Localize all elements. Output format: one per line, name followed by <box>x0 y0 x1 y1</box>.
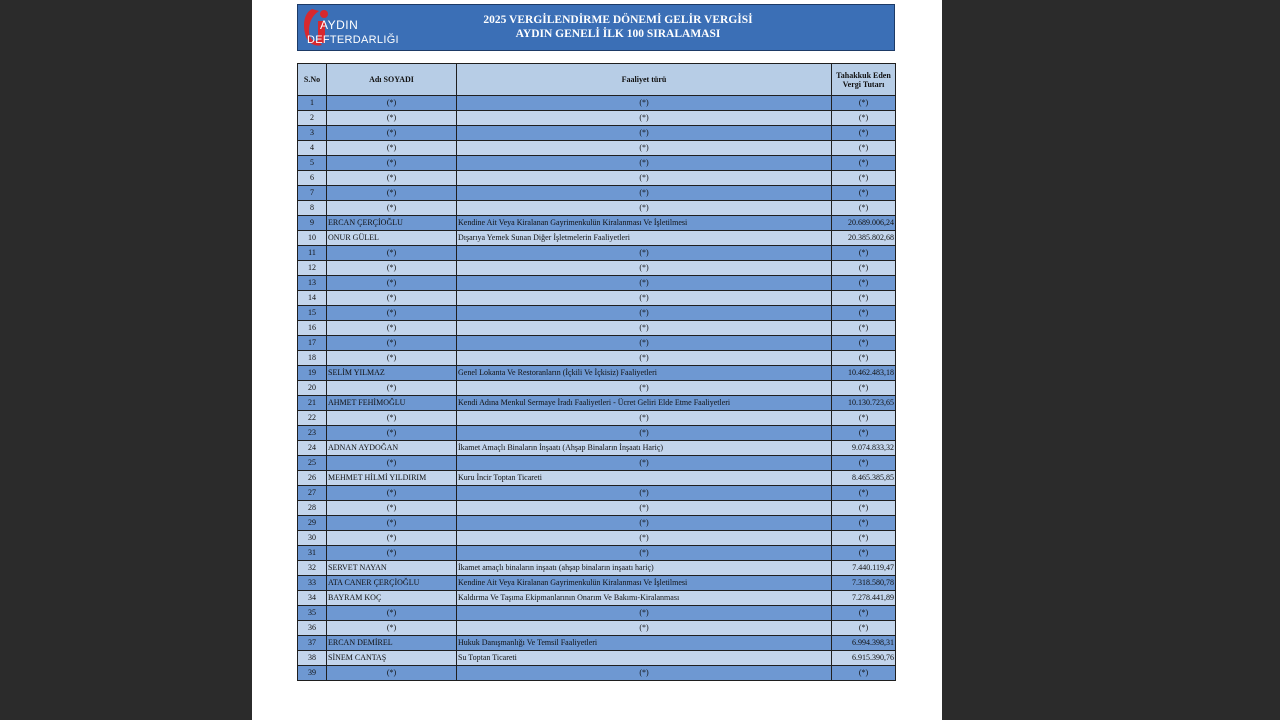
cell-activity: (*) <box>457 156 832 171</box>
cell-name: (*) <box>327 336 457 351</box>
cell-no: 31 <box>298 546 327 561</box>
cell-name: MEHMET HİLMİ YILDIRIM <box>327 471 457 486</box>
table-row <box>298 171 896 186</box>
column-header-activity: Faaliyet türü <box>457 64 832 96</box>
logo-text-defterdarlik: DEFTERDARLIĞI <box>307 34 399 46</box>
cell-amount: (*) <box>832 546 896 561</box>
cell-activity: (*) <box>457 546 832 561</box>
cell-no: 4 <box>298 141 327 156</box>
cell-name: (*) <box>327 261 457 276</box>
tax-ranking-table <box>297 63 896 681</box>
table-row <box>298 546 896 561</box>
table-row <box>298 141 896 156</box>
cell-no: 16 <box>298 321 327 336</box>
table-row <box>298 606 896 621</box>
cell-no: 6 <box>298 171 327 186</box>
defterdarlik-logo <box>300 7 440 49</box>
table-row <box>298 591 896 606</box>
cell-name: (*) <box>327 546 457 561</box>
cell-amount: (*) <box>832 306 896 321</box>
cell-no: 20 <box>298 381 327 396</box>
cell-no: 19 <box>298 366 327 381</box>
table-row <box>298 306 896 321</box>
cell-activity: (*) <box>457 111 832 126</box>
cell-activity: (*) <box>457 306 832 321</box>
column-header-no: S.No <box>298 64 327 96</box>
cell-no: 34 <box>298 591 327 606</box>
table-row <box>298 201 896 216</box>
cell-activity: (*) <box>457 276 832 291</box>
cell-amount: (*) <box>832 291 896 306</box>
cell-amount: (*) <box>832 666 896 681</box>
cell-name: SİNEM CANTAŞ <box>327 651 457 666</box>
cell-no: 39 <box>298 666 327 681</box>
cell-amount: (*) <box>832 171 896 186</box>
cell-no: 7 <box>298 186 327 201</box>
logo-text-aydin: AYDIN <box>320 18 359 32</box>
cell-activity: (*) <box>457 381 832 396</box>
table-row <box>298 471 896 486</box>
cell-name: ERCAN DEMİREL <box>327 636 457 651</box>
cell-amount: 9.074.833,32 <box>832 441 896 456</box>
cell-amount: (*) <box>832 516 896 531</box>
cell-no: 23 <box>298 426 327 441</box>
cell-amount: 10.130.723,65 <box>832 396 896 411</box>
cell-name: (*) <box>327 306 457 321</box>
cell-name: (*) <box>327 486 457 501</box>
table-row <box>298 126 896 141</box>
table-row <box>298 336 896 351</box>
cell-name: (*) <box>327 621 457 636</box>
document-header <box>297 4 895 51</box>
cell-amount: (*) <box>832 276 896 291</box>
cell-name: (*) <box>327 321 457 336</box>
table-row <box>298 381 896 396</box>
cell-name: ATA CANER ÇERÇİOĞLU <box>327 576 457 591</box>
cell-no: 2 <box>298 111 327 126</box>
cell-no: 37 <box>298 636 327 651</box>
cell-amount: (*) <box>832 501 896 516</box>
cell-name: (*) <box>327 666 457 681</box>
table-row <box>298 501 896 516</box>
table-row <box>298 186 896 201</box>
cell-no: 1 <box>298 96 327 111</box>
table-body <box>298 96 896 681</box>
cell-activity: (*) <box>457 426 832 441</box>
cell-name: ADNAN AYDOĞAN <box>327 441 457 456</box>
cell-activity: (*) <box>457 456 832 471</box>
cell-activity: (*) <box>457 336 832 351</box>
table-row <box>298 576 896 591</box>
table-row <box>298 321 896 336</box>
cell-amount: (*) <box>832 351 896 366</box>
table-row <box>298 426 896 441</box>
cell-amount: (*) <box>832 126 896 141</box>
cell-name: (*) <box>327 456 457 471</box>
cell-name: SELİM YILMAZ <box>327 366 457 381</box>
cell-amount: (*) <box>832 246 896 261</box>
column-header-name: Adı SOYADI <box>327 64 457 96</box>
cell-no: 18 <box>298 351 327 366</box>
cell-name: (*) <box>327 411 457 426</box>
cell-name: ONUR GÜLEL <box>327 231 457 246</box>
cell-activity: (*) <box>457 501 832 516</box>
table-row <box>298 561 896 576</box>
cell-activity: Su Toptan Ticareti <box>457 651 832 666</box>
cell-name: (*) <box>327 186 457 201</box>
cell-name: (*) <box>327 606 457 621</box>
cell-name: (*) <box>327 126 457 141</box>
table-header-row <box>298 64 896 96</box>
cell-activity: (*) <box>457 351 832 366</box>
cell-name: AHMET FEHİMOĞLU <box>327 396 457 411</box>
cell-activity: Kendi Adına Menkul Sermaye İradı Faaliyetleri - Ücret Geliri Elde Etme Faaliyetleri <box>457 396 832 411</box>
cell-no: 14 <box>298 291 327 306</box>
cell-name: (*) <box>327 516 457 531</box>
cell-no: 33 <box>298 576 327 591</box>
cell-no: 32 <box>298 561 327 576</box>
cell-no: 38 <box>298 651 327 666</box>
cell-activity: Kaldırma Ve Taşıma Ekipmanlarının Onarım Ve Bakımı-Kiralanması <box>457 591 832 606</box>
cell-amount: (*) <box>832 336 896 351</box>
column-header-amount: Tahakkuk Eden Vergi Tutarı <box>832 64 896 96</box>
cell-no: 21 <box>298 396 327 411</box>
cell-activity: Kuru İncir Toptan Ticareti <box>457 471 832 486</box>
cell-name: (*) <box>327 291 457 306</box>
cell-amount: (*) <box>832 156 896 171</box>
table-row <box>298 156 896 171</box>
cell-name: ERCAN ÇERÇİOĞLU <box>327 216 457 231</box>
cell-no: 8 <box>298 201 327 216</box>
table-row <box>298 291 896 306</box>
cell-no: 26 <box>298 471 327 486</box>
table-row <box>298 441 896 456</box>
table-row <box>298 621 896 636</box>
cell-amount: (*) <box>832 531 896 546</box>
table-row <box>298 216 896 231</box>
cell-no: 25 <box>298 456 327 471</box>
cell-amount: (*) <box>832 486 896 501</box>
cell-no: 35 <box>298 606 327 621</box>
table-row <box>298 96 896 111</box>
cell-activity: (*) <box>457 621 832 636</box>
cell-name: (*) <box>327 156 457 171</box>
cell-amount: 7.440.119,47 <box>832 561 896 576</box>
cell-amount: (*) <box>832 381 896 396</box>
cell-amount: 6.915.390,76 <box>832 651 896 666</box>
cell-amount: 7.318.580,78 <box>832 576 896 591</box>
cell-activity: Dışarıya Yemek Sunan Diğer İşletmelerin Faaliyetleri <box>457 231 832 246</box>
document-page <box>252 0 942 720</box>
document-title <box>438 13 798 41</box>
cell-activity: (*) <box>457 606 832 621</box>
cell-activity: (*) <box>457 516 832 531</box>
cell-amount: 20.385.802,68 <box>832 231 896 246</box>
table-row <box>298 246 896 261</box>
cell-amount: (*) <box>832 606 896 621</box>
cell-name: (*) <box>327 111 457 126</box>
title-line-1: 2025 VERGİLENDİRME DÖNEMİ GELİR VERGİSİ <box>483 14 753 26</box>
cell-amount: (*) <box>832 411 896 426</box>
cell-activity: (*) <box>457 126 832 141</box>
cell-activity: (*) <box>457 246 832 261</box>
cell-activity: Genel Lokanta Ve Restoranların (İçkili Ve İçkisiz) Faaliyetleri <box>457 366 832 381</box>
cell-amount: 10.462.483,18 <box>832 366 896 381</box>
cell-amount: 20.689.006,24 <box>832 216 896 231</box>
cell-activity: Hukuk Danışmanlığı Ve Temsil Faaliyetleri <box>457 636 832 651</box>
cell-no: 29 <box>298 516 327 531</box>
cell-activity: İkamet Amaçlı Binaların İnşaatı (Ahşap Binaların İnşaatı Hariç) <box>457 441 832 456</box>
cell-name: (*) <box>327 276 457 291</box>
table-row <box>298 486 896 501</box>
cell-name: (*) <box>327 381 457 396</box>
cell-activity: (*) <box>457 411 832 426</box>
cell-no: 11 <box>298 246 327 261</box>
cell-amount: (*) <box>832 201 896 216</box>
cell-activity: (*) <box>457 96 832 111</box>
cell-activity: (*) <box>457 141 832 156</box>
cell-no: 17 <box>298 336 327 351</box>
cell-amount: (*) <box>832 456 896 471</box>
table-row <box>298 651 896 666</box>
cell-no: 12 <box>298 261 327 276</box>
cell-amount: (*) <box>832 141 896 156</box>
cell-no: 5 <box>298 156 327 171</box>
cell-name: (*) <box>327 501 457 516</box>
cell-no: 9 <box>298 216 327 231</box>
cell-amount: (*) <box>832 186 896 201</box>
cell-no: 30 <box>298 531 327 546</box>
cell-amount: 6.994.398,31 <box>832 636 896 651</box>
cell-amount: 8.465.385,85 <box>832 471 896 486</box>
cell-name: (*) <box>327 141 457 156</box>
title-line-2: AYDIN GENELİ İLK 100 SIRALAMASI <box>515 28 721 40</box>
cell-activity: İkamet amaçlı binaların inşaatı (ahşap binaların inşaatı hariç) <box>457 561 832 576</box>
cell-name: (*) <box>327 426 457 441</box>
cell-activity: (*) <box>457 486 832 501</box>
cell-name: (*) <box>327 201 457 216</box>
cell-activity: (*) <box>457 201 832 216</box>
cell-activity: (*) <box>457 261 832 276</box>
table-row <box>298 111 896 126</box>
cell-no: 28 <box>298 501 327 516</box>
table-row <box>298 276 896 291</box>
cell-activity: Kendine Ait Veya Kiralanan Gayrimenkulün Kiralanması Ve İşletilmesi <box>457 216 832 231</box>
cell-name: BAYRAM KOÇ <box>327 591 457 606</box>
cell-no: 13 <box>298 276 327 291</box>
table-row <box>298 531 896 546</box>
cell-amount: (*) <box>832 111 896 126</box>
cell-amount: (*) <box>832 96 896 111</box>
table-row <box>298 231 896 246</box>
cell-amount: (*) <box>832 321 896 336</box>
table-row <box>298 261 896 276</box>
cell-activity: (*) <box>457 666 832 681</box>
cell-activity: Kendine Ait Veya Kiralanan Gayrimenkulün Kiralanması Ve İşletilmesi <box>457 576 832 591</box>
cell-amount: (*) <box>832 426 896 441</box>
table-row <box>298 366 896 381</box>
cell-no: 27 <box>298 486 327 501</box>
table-row <box>298 351 896 366</box>
cell-name: (*) <box>327 531 457 546</box>
table-row <box>298 636 896 651</box>
cell-activity: (*) <box>457 531 832 546</box>
cell-no: 3 <box>298 126 327 141</box>
cell-name: (*) <box>327 171 457 186</box>
cell-amount: 7.278.441,89 <box>832 591 896 606</box>
cell-activity: (*) <box>457 186 832 201</box>
cell-no: 22 <box>298 411 327 426</box>
cell-amount: (*) <box>832 261 896 276</box>
cell-name: SERVET NAYAN <box>327 561 457 576</box>
cell-no: 24 <box>298 441 327 456</box>
cell-no: 36 <box>298 621 327 636</box>
table-row <box>298 456 896 471</box>
cell-amount: (*) <box>832 621 896 636</box>
cell-activity: (*) <box>457 171 832 186</box>
table-row <box>298 666 896 681</box>
table-row <box>298 411 896 426</box>
cell-name: (*) <box>327 246 457 261</box>
table-row <box>298 516 896 531</box>
cell-no: 10 <box>298 231 327 246</box>
cell-no: 15 <box>298 306 327 321</box>
cell-activity: (*) <box>457 291 832 306</box>
cell-activity: (*) <box>457 321 832 336</box>
cell-name: (*) <box>327 96 457 111</box>
table-row <box>298 396 896 411</box>
cell-name: (*) <box>327 351 457 366</box>
